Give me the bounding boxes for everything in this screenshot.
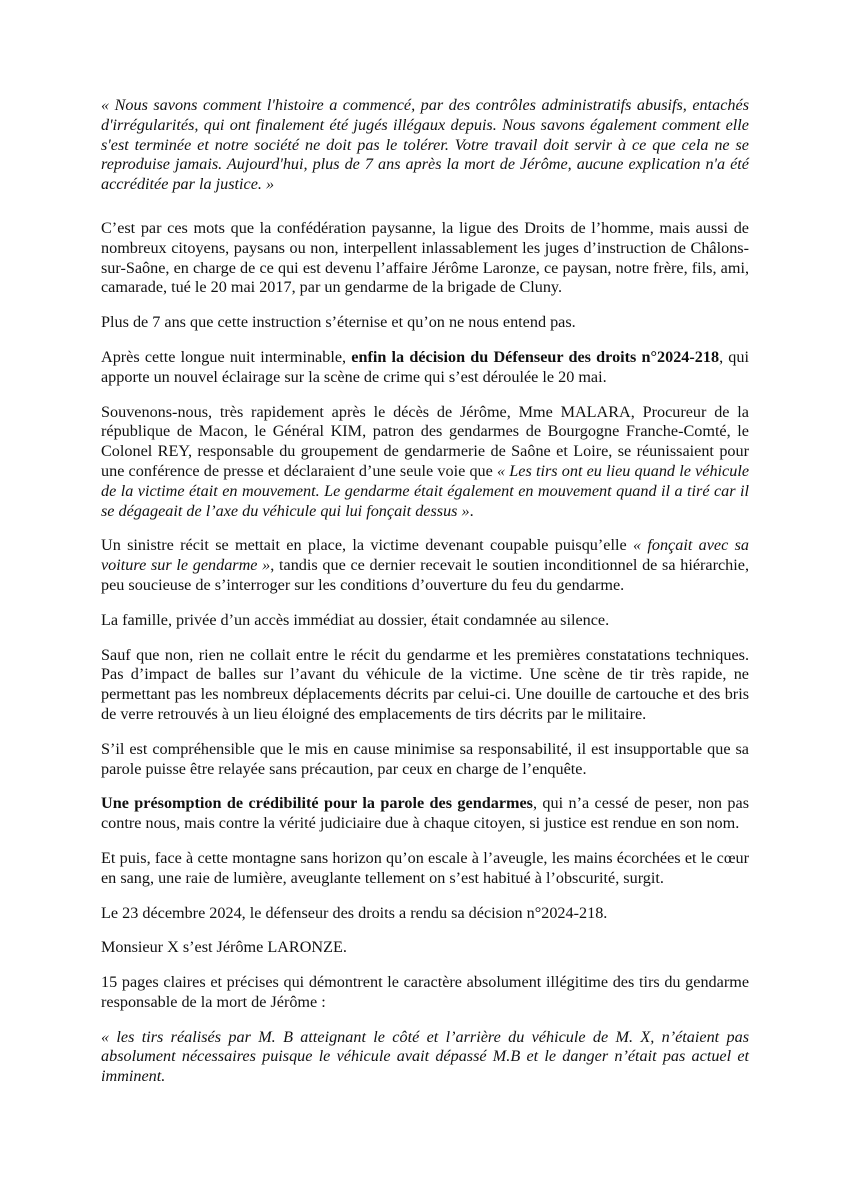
bold-segment: Une présomption de crédibilité pour la parole des gendarmes <box>101 794 533 813</box>
text-segment: Et puis, face à cette montagne sans horizon qu’on escale à l’aveugle, les mains écorchées et le cœur en sang, une raie de lumière, aveuglante tellement on s’est habitué à l’obscurité, surgit. <box>101 848 749 887</box>
paragraph-souvenons <box>101 403 749 522</box>
text-segment: Le 23 décembre 2024, le défenseur des droits a rendu sa décision n°2024-218. <box>101 903 608 922</box>
text-segment: « Nous savons comment l'histoire a commencé, par des contrôles administratifs abusifs, entachés d'irrégularités, qui ont finalement été jugés illégaux depuis. Nous savons également comment elle s'est terminée et notre société ne doit pas le tolérer. Votre travail doit servir à ce que cela ne se reproduise jamais. Aujourd'hui, plus de 7 ans après la mort de Jérôme, aucune explication n'a été accréditée par la justice. » <box>101 96 749 194</box>
paragraph-date-decision <box>101 904 749 924</box>
italic-segment: « Les tirs ont eu lieu quand le véhicule de la victime était en mouvement. Le gendarme était également en mouvement quand il a tiré car il se dégageait de l’axe du véhicule qui lui fonçait dessus » <box>101 461 749 520</box>
paragraph-sauf <box>101 646 749 725</box>
paragraph-pages <box>101 973 749 1013</box>
text-segment: Après cette longue nuit interminable, <box>101 347 352 366</box>
italic-segment: « fonçait avec sa voiture sur le gendarme » <box>101 536 749 575</box>
paragraph-quote-intro <box>101 96 749 195</box>
paragraph-monsieur-x <box>101 938 749 958</box>
text-segment: Plus de 7 ans que cette instruction s’éternise et qu’on ne nous entend pas. <box>101 313 576 332</box>
text-segment: , qui apporte un nouvel éclairage sur la scène de crime qui s’est déroulée le 20 mai. <box>101 347 749 386</box>
bold-segment: enfin la décision du Défenseur des droits n°2024-218 <box>351 347 720 366</box>
text-segment: La famille, privée d’un accès immédiat au dossier, était condamnée au silence. <box>101 610 610 629</box>
text-segment: Un sinistre récit se mettait en place, la victime devenant coupable puisqu’elle <box>101 536 633 555</box>
paragraph-seven-years <box>101 313 749 333</box>
document-page <box>101 96 749 1102</box>
text-segment: , tandis que ce dernier recevait le soutien inconditionnel de sa hiérarchie, peu soucieuse de s’interroger sur les conditions d’ouverture du feu du gendarme. <box>101 556 749 594</box>
text-segment: S’il est compréhensible que le mis en cause minimise sa responsabilité, il est insupportable que sa parole puisse être relayée sans précaution, par ceux en charge de l’enquête. <box>101 739 749 778</box>
text-segment: , qui n’a cessé de peser, non pas contre nous, mais contre la vérité judiciaire due à chaque citoyen, si justice est rendue en son nom. <box>101 794 749 833</box>
text-segment: 15 pages claires et précises qui démontrent le caractère absolument illégitime des tirs du gendarme responsable de la mort de Jérôme : <box>101 973 749 1011</box>
text-segment: Souvenons-nous, très rapidement après le décès de Jérôme, Mme MALARA, Procureur de la république de Macon, le Général KIM, patron des gendarmes de Bourgogne Franche-Comté, le Colonel REY, responsable du groupement de gendarmerie de Saône et Loire, se réunissaient pour une conférence de presse et déclaraient d’une seule voie que <box>101 402 749 480</box>
paragraph-quote-conclusion <box>101 1028 749 1087</box>
paragraph-presomption <box>101 794 749 834</box>
paragraph-comprehensible <box>101 740 749 780</box>
paragraph-famille <box>101 611 749 631</box>
italic-segment: « les tirs réalisés par M. B atteignant le côté et l’arrière du véhicule de M. X, n’étaient pas absolument nécessaires puisque le véhicule avait dépassé M.B et le danger n’était pas actuel et imminent. <box>101 1027 749 1086</box>
text-segment: . <box>469 501 474 520</box>
paragraph-sinistre <box>101 536 749 595</box>
text-segment: C’est par ces mots que la confédération paysanne, la ligue des Droits de l’homme, mais aussi de nombreux citoyens, paysans ou non, interpellent inlassablement les juges d’instruction de Châlons-sur-Saône, en charge de ce qui est devenu l’affaire Jérôme Laronze, ce paysan, notre frère, fils, ami, camarade, tué le 20 mai 2017, par un gendarme de la brigade de Cluny. <box>101 218 749 297</box>
paragraph-montagne <box>101 849 749 889</box>
text-segment: Sauf que non, rien ne collait entre le récit du gendarme et les premières constatations techniques. Pas d’impact de balles sur l’avant du véhicule de la victime. Une scène de tir très rapide, ne permettant pas les nombreux déplacements décrits par celui-ci. Une douille de cartouche et des bris de verre retrouvés à un lieu éloigné des emplacements de tirs décrits par le militaire. <box>101 645 749 723</box>
paragraph-decision <box>101 348 749 388</box>
paragraph-context <box>101 219 749 298</box>
text-segment: Monsieur X s’est Jérôme LARONZE. <box>101 938 347 957</box>
